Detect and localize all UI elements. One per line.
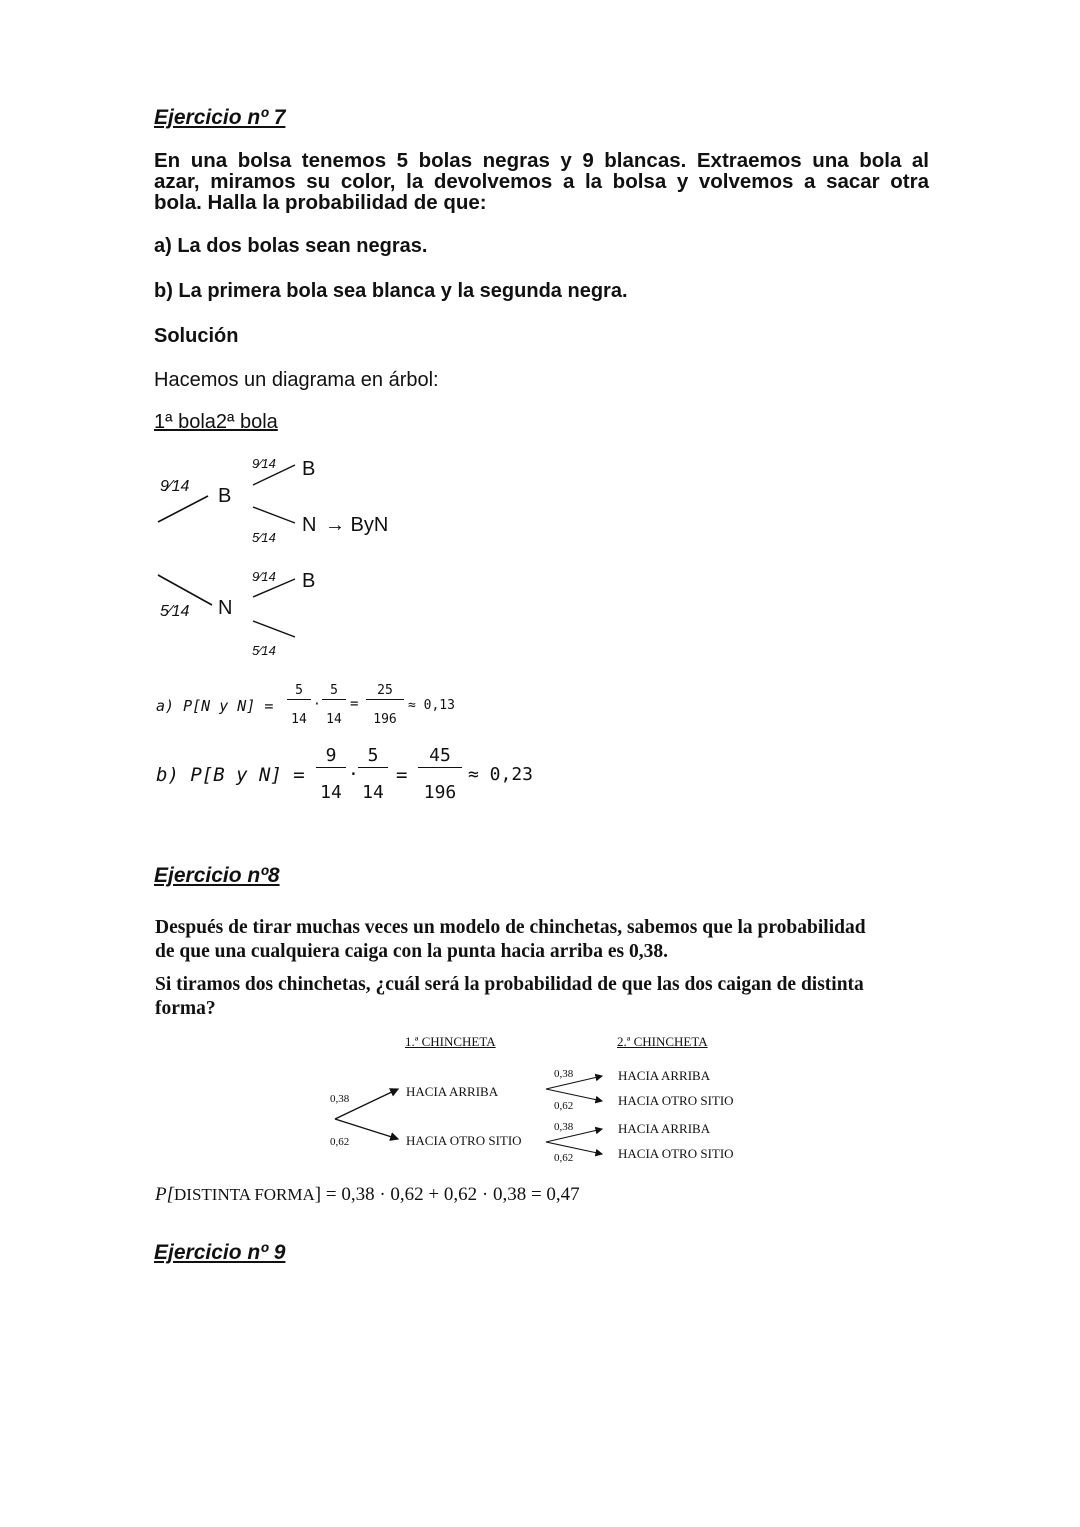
- leaf-prob: 0,38: [554, 1068, 574, 1080]
- leaf-label: HACIA OTRO SITIO: [618, 1093, 734, 1108]
- second-thumbtack-header: 2.ª CHINCHETA: [617, 1034, 708, 1049]
- calc-a-den1: 14: [291, 712, 307, 727]
- exercise-8-heading: Ejercicio nº8: [154, 864, 280, 887]
- leaf-label: HACIA OTRO SITIO: [618, 1146, 734, 1161]
- calc-b-num1: 9: [316, 745, 346, 768]
- paragraph-line: forma?: [155, 998, 216, 1019]
- prob-b-then-n: 5⁄14: [252, 530, 276, 545]
- prob-b-then-b: 9⁄14: [252, 456, 276, 471]
- node-b-then-b: B: [302, 458, 316, 480]
- node-b-then-n: N: [302, 514, 317, 536]
- calc-a-num3: 25: [366, 683, 404, 700]
- calc-b-num2: 5: [358, 745, 388, 768]
- calc-b-equals: =: [396, 764, 408, 786]
- calc-b-lhs: b) P[B y N] =: [156, 764, 305, 786]
- paragraph-line: de que una cualquiera caiga con la punta hacia arriba es 0,38.: [155, 941, 668, 962]
- exercise-7-statement: [154, 150, 929, 213]
- result-b-and-n: → ByN: [325, 514, 389, 536]
- prob-first-n: 5⁄14: [160, 603, 190, 620]
- calc-b-num3: 45: [418, 745, 462, 768]
- calc-b-den2: 14: [362, 782, 384, 803]
- thumbtack-tree-lines: [320, 1064, 620, 1174]
- statement-line: En una bolsa tenemos 5 bolas negras y 9 blancas. Extraemos una bola al: [154, 149, 929, 172]
- node-n-then-b: B: [302, 570, 316, 592]
- calc-a-num2: 5: [322, 683, 346, 700]
- paragraph-line: Si tiramos dos chinchetas, ¿cuál será la probabilidad de que las dos caigan de distinta: [155, 974, 864, 995]
- statement-line: bola. Halla la probabilidad de que:: [154, 191, 487, 214]
- tree-header: 1ª bola2ª bola: [154, 411, 278, 433]
- first-thumbtack-header: 1.ª CHINCHETA: [405, 1034, 496, 1049]
- calc-b-den3: 196: [423, 782, 457, 803]
- calc-a-approx: ≈ 0,13: [408, 698, 455, 713]
- node-other: HACIA OTRO SITIO: [406, 1133, 522, 1148]
- prob-n-then-b: 9⁄14: [252, 569, 276, 584]
- leaf-prob: 0,38: [554, 1121, 574, 1133]
- calc-a-lhs: a) P[N y N] =: [156, 697, 274, 715]
- calc-a-den3: 196: [373, 712, 397, 727]
- calc-a-den2: 14: [326, 712, 342, 727]
- node-first-n: N: [218, 597, 233, 619]
- part-a-question: a) La dos bolas sean negras.: [154, 235, 428, 257]
- formula-event: DISTINTA FORMA: [174, 1185, 315, 1204]
- node-first-b: B: [218, 485, 232, 507]
- prob-up: 0,38: [330, 1093, 350, 1105]
- calc-b-dot: ·: [348, 764, 359, 785]
- leaf-label: HACIA ARRIBA: [618, 1068, 711, 1083]
- prob-first-b: 9⁄14: [160, 478, 190, 495]
- node-up: HACIA ARRIBA: [406, 1084, 499, 1099]
- formula-p: P[: [155, 1184, 174, 1205]
- part-b-question: b) La primera bola sea blanca y la segunda negra.: [154, 280, 628, 302]
- prob-n-then-n: 5⁄14: [252, 643, 276, 658]
- prob-other: 0,62: [330, 1136, 350, 1148]
- calc-a-equals: =: [350, 696, 359, 712]
- calc-a-dot: ·: [313, 697, 321, 712]
- formula-rest: ] = 0,38 · 0,62 + 0,62 · 0,38 = 0,47: [314, 1184, 580, 1205]
- leaf-prob: 0,62: [554, 1100, 574, 1112]
- exercise-8-paragraph-2: [155, 973, 915, 1021]
- leaf-prob: 0,62: [554, 1152, 574, 1164]
- paragraph-line: Después de tirar muchas veces un modelo de chinchetas, sabemos que la probabilidad: [155, 917, 866, 938]
- exercise-7-heading: Ejercicio nº 7: [154, 106, 286, 129]
- exercise-9-heading: Ejercicio nº 9: [154, 1241, 286, 1264]
- exercise-8-paragraph-1: [155, 916, 915, 964]
- tree-intro: Hacemos un diagrama en árbol:: [154, 369, 439, 391]
- statement-line: azar, miramos su color, la devolvemos a la bolsa y volvemos a sacar otra: [154, 170, 929, 193]
- calc-b-den1: 14: [320, 782, 342, 803]
- calc-a-num1: 5: [287, 683, 311, 700]
- distinct-form-formula: [155, 1184, 580, 1206]
- solution-title: Solución: [154, 325, 239, 347]
- calc-b-approx: ≈ 0,23: [468, 764, 534, 785]
- leaf-label: HACIA ARRIBA: [618, 1121, 711, 1136]
